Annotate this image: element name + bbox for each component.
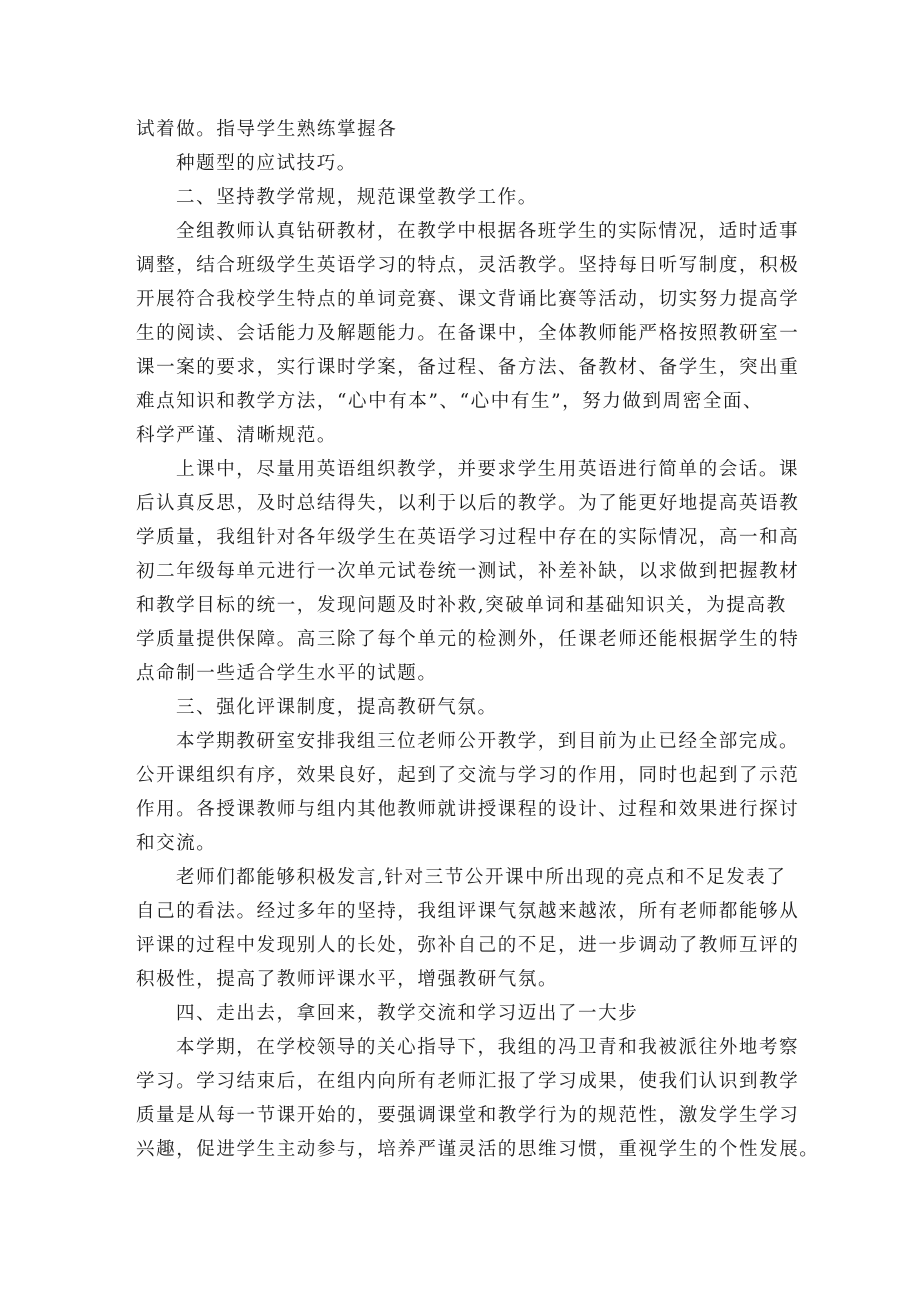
text-line: 和交流。 [136,833,217,855]
text-line: 生的阅读、会话能力及解题能力。在备课中，全体教师能严格按照教研室一 [136,323,800,345]
text-line: 课一案的要求，实行课时学案，备过程、备方法、备教材、备学生，突出重 [136,357,800,379]
text-line: 全组教师认真钻研教材，在教学中根据各班学生的实际情况，适时适事 [176,221,800,243]
text-line: 积极性，提高了教师评课水平，增强教研气氛。 [136,969,559,991]
section-heading: 三、强化评课制度，提高教研气氛。 [176,697,498,719]
text-line: 初二年级每单元进行一次单元试卷统一测试，补差补缺，以求做到把握教材 [136,561,800,583]
text-line: 科学严谨、清晰规范。 [136,425,338,447]
text-line: 点命制一些适合学生水平的试题。 [136,663,438,685]
section-heading: 四、走出去，拿回来，教学交流和学习迈出了一大步 [176,1003,639,1025]
text-line: 质量是从每一节课开始的，要强调课堂和教学行为的规范性，激发学生学习 [136,1105,800,1127]
text-line: 公开课组织有序，效果良好，起到了交流与学习的作用，同时也起到了示范 [136,765,800,787]
text-line: 后认真反思，及时总结得失，以利于以后的教学。为了能更好地提高英语教 [136,493,800,515]
text-line: 老师们都能够积极发言,针对三节公开课中所出现的亮点和不足发表了 [176,867,787,889]
text-line: 试着做。指导学生熟练掌握各 [136,119,398,140]
text-line: 评课的过程中发现别人的长处，弥补自己的不足，进一步调动了教师互评的 [136,935,800,957]
text-line: 学质量提供保障。高三除了每个单元的检测外，任课老师还能根据学生的特 [136,629,800,651]
text-line: 上课中，尽量用英语组织教学，并要求学生用英语进行简单的会话。课 [176,459,800,481]
text-line: 种题型的应试技巧。 [176,153,357,175]
text-line: 学习。学习结束后，在组内向所有老师汇报了学习成果，使我们认识到教学 [136,1071,800,1093]
text-line: 作用。各授课教师与组内其他教师就讲授课程的设计、过程和效果进行探讨 [136,799,800,821]
text-line: 开展符合我校学生特点的单词竞赛、课文背诵比赛等活动，切实努力提高学 [136,289,800,311]
document-body [136,113,820,1167]
text-line: 学质量，我组针对各年级学生在英语学习过程中存在的实际情况，高一和高 [136,527,800,549]
text-line: 本学期教研室安排我组三位老师公开教学，到目前为止已经全部完成。 [176,731,800,753]
text-line: 和教学目标的统一，发现问题及时补救,突破单词和基础知识关，为提高教 [136,595,787,617]
text-line: 调整，结合班级学生英语学习的特点，灵活教学。坚持每日听写制度，积极 [136,255,800,277]
text-line: 兴趣，促进学生主动参与，培养严谨灵活的思维习惯，重视学生的个性发展。 [136,1139,820,1161]
text-line: 自己的看法。经过多年的坚持，我组评课气氛越来越浓，所有老师都能够从 [136,901,800,923]
section-heading: 二、坚持教学常规，规范课堂教学工作。 [176,187,538,209]
text-line: 难点知识和教学方法，“心中有本”、“心中有生”，努力做到周密全面、 [136,391,764,413]
text-line: 本学期，在学校领导的关心指导下，我组的冯卫青和我被派往外地考察 [176,1037,800,1059]
